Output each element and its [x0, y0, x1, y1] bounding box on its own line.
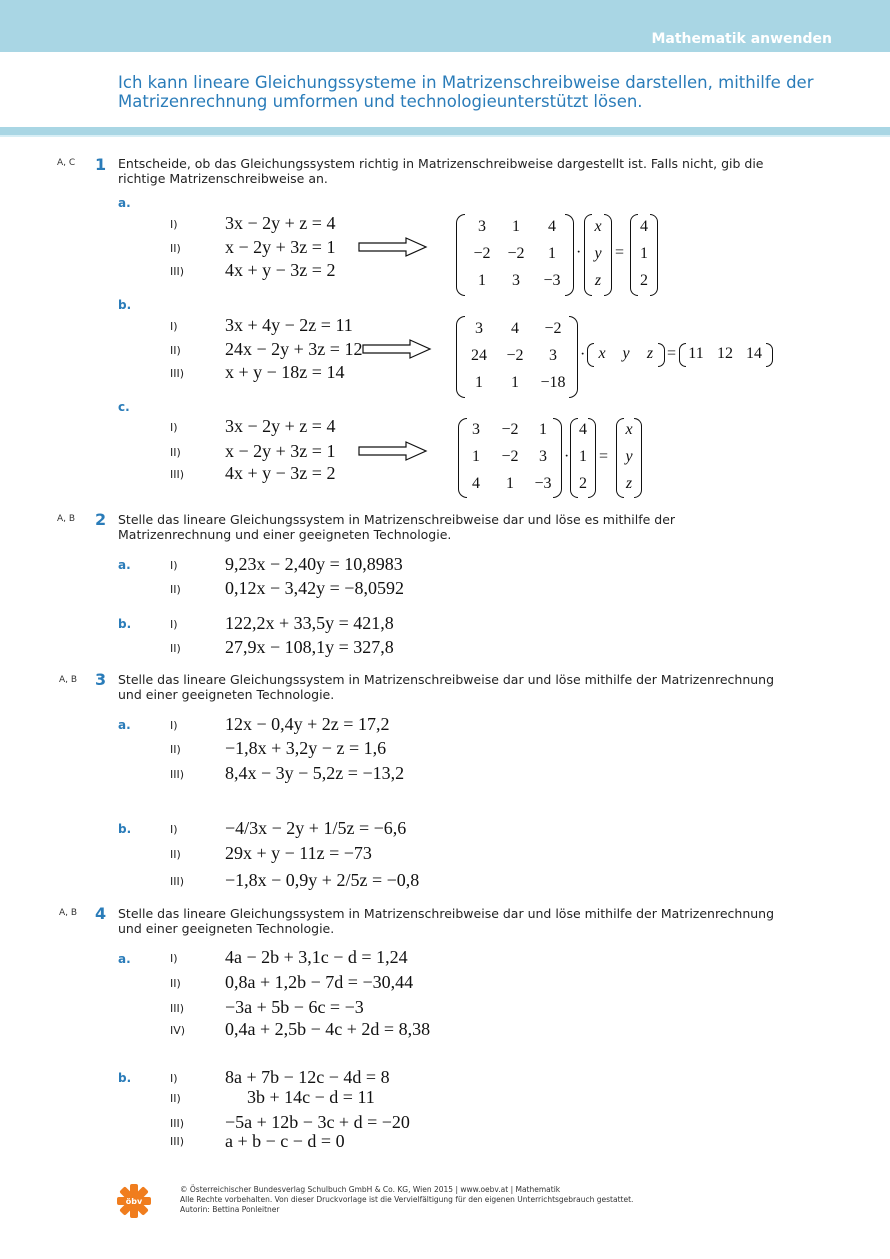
vector-cell: z — [625, 475, 633, 492]
equation: −3a + 5b − 6c = −3 — [225, 997, 364, 1017]
rhs-vector — [630, 214, 658, 296]
coefficient-matrix — [456, 214, 574, 296]
equation: −1,8x + 3,2y − z = 1,6 — [225, 738, 387, 758]
equation: 0,8a + 1,2b − 7d = −30,44 — [225, 972, 414, 992]
learning-goal — [118, 73, 818, 111]
matrix-cell: 24 — [471, 347, 487, 364]
vector-cell: z — [646, 345, 654, 362]
matrix-cell: 3 — [512, 272, 520, 289]
matrix-cell: 3 — [472, 421, 480, 438]
equation: 4x + y − 3z = 2 — [225, 260, 336, 280]
equation: −1,8x − 0,9y + 2/5z = −0,8 — [225, 870, 420, 890]
task-3-tag: A, B — [59, 675, 78, 685]
dot-operator: · — [580, 346, 586, 363]
equation: 0,4a + 2,5b − 4c + 2d = 8,38 — [225, 1019, 431, 1039]
matrix-cell: −2 — [501, 421, 519, 438]
task-4-number: 4 — [95, 904, 107, 923]
equation: x − 2y + 3z = 1 — [225, 237, 336, 257]
equation: 122,2x + 33,5y = 421,8 — [225, 613, 394, 633]
equation: 12x − 0,4y + 2z = 17,2 — [225, 714, 390, 734]
row-label: I) — [170, 320, 178, 333]
row-label: I) — [170, 618, 178, 631]
vector-cell: 14 — [746, 345, 762, 362]
vector-cell: z — [594, 272, 602, 289]
task-1-tag: A, C — [57, 158, 76, 168]
variable-vector — [584, 214, 612, 296]
row-label: II) — [170, 446, 181, 459]
matrix-cell: −3 — [534, 475, 552, 492]
equation: −5a + 12b − 3c + d = −20 — [225, 1112, 410, 1132]
task-1c-label: c. — [118, 400, 130, 414]
footer — [180, 1185, 633, 1215]
vector-cell: y — [622, 345, 630, 362]
vector-cell: x — [625, 421, 633, 438]
equals-sign: = — [667, 345, 677, 362]
arrow-right-icon — [362, 339, 432, 359]
variable-row-vector — [587, 343, 665, 367]
matrix-cell: 4 — [472, 475, 480, 492]
row-label: II) — [170, 848, 181, 861]
equation: 4x + y − 3z = 2 — [225, 463, 336, 483]
row-label: II) — [170, 242, 181, 255]
matrix-cell: −18 — [540, 374, 566, 391]
row-label: III) — [170, 265, 185, 278]
vector-cell: 12 — [717, 345, 733, 362]
vector-cell: 4 — [640, 218, 648, 235]
row-label: III) — [170, 1002, 185, 1015]
row-label: III) — [170, 1117, 185, 1130]
task-4b-label: b. — [118, 1071, 132, 1085]
goal-divider-light — [0, 135, 890, 137]
task-2b-label: b. — [118, 617, 132, 631]
dot-operator: · — [564, 448, 570, 465]
row-label: I) — [170, 823, 178, 836]
equation: 3b + 14c − d = 11 — [247, 1087, 375, 1107]
matrix-cell: 3 — [549, 347, 557, 364]
task-2-text-line-1: Stelle das lineare Gleichungssystem in Matrizenschreibweise dar und löse es mithilfe der — [118, 512, 676, 527]
task-2a-label: a. — [118, 558, 131, 572]
equals-sign: = — [599, 448, 609, 465]
arrow-right-icon — [358, 441, 428, 461]
row-label: II) — [170, 344, 181, 357]
row-label: II) — [170, 642, 181, 655]
equation: 3x − 2y + z = 4 — [225, 416, 336, 436]
bracket-left — [456, 214, 465, 296]
matrix-cell: 1 — [475, 374, 483, 391]
task-1-text-line-2: richtige Matrizenschreibweise an. — [118, 171, 328, 186]
row-label: III) — [170, 768, 185, 781]
task-1b-label: b. — [118, 298, 132, 312]
task-2-text — [118, 512, 675, 542]
task-2-number: 2 — [95, 510, 107, 529]
matrix-cell: 1 — [478, 272, 486, 289]
row-label: I) — [170, 1072, 178, 1085]
goal-line-1: Ich kann lineare Gleichungssysteme in Matrizenschreibweise darstellen, mithilfe der — [118, 73, 814, 92]
logo-text: öbv — [125, 1197, 143, 1206]
row-label: II) — [170, 977, 181, 990]
task-3a-label: a. — [118, 718, 131, 732]
footer-rights: Alle Rechte vorbehalten. Von dieser Druckvorlage ist die Vervielfältigung für den eigenen Unterrichtsgebrauch gestattet. — [180, 1195, 634, 1204]
row-label: II) — [170, 583, 181, 596]
row-label: III) — [170, 367, 185, 380]
section-label: Mathematik anwenden — [651, 31, 832, 47]
matrix-cell: 1 — [472, 448, 480, 465]
task-3b-label: b. — [118, 822, 132, 836]
footer-author: Autorin: Bettina Ponleitner — [180, 1205, 280, 1214]
matrix-cell: −2 — [473, 245, 491, 262]
matrix-cell: 1 — [512, 218, 520, 235]
task-4-text-line-1: Stelle das lineare Gleichungssystem in Matrizenschreibweise dar und löse mithilfe der Matrizenrechnung — [118, 906, 775, 921]
rhs-row-vector — [679, 343, 773, 367]
equation: 29x + y − 11z = −73 — [225, 843, 372, 863]
task-3-number: 3 — [95, 670, 107, 689]
equation: 3x + 4y − 2z = 11 — [225, 315, 353, 335]
task-3-text — [118, 672, 774, 702]
footer-copyright: © Österreichischer Bundesverlag Schulbuch GmbH & Co. KG, Wien 2015 | www.oebv.at | Mathematik — [180, 1185, 561, 1194]
equation: 4a − 2b + 3,1c − d = 1,24 — [225, 947, 408, 967]
equals-sign: = — [615, 244, 625, 261]
matrix-cell: 1 — [511, 374, 519, 391]
vector-cell: 1 — [579, 448, 587, 465]
vector-cell: 4 — [579, 421, 587, 438]
dot-operator: · — [576, 244, 582, 261]
equation: 27,9x − 108,1y = 327,8 — [225, 637, 394, 657]
row-label: II) — [170, 1092, 181, 1105]
task-3-text-line-1: Stelle das lineare Gleichungssystem in Matrizenschreibweise dar und löse mithilfe der Matrizenrechnung — [118, 672, 775, 687]
vector-cell: 11 — [688, 345, 704, 362]
bracket-right — [569, 316, 578, 398]
vector-cell: 2 — [640, 272, 648, 289]
matrix-cell: −2 — [507, 245, 525, 262]
goal-line-2: Matrizenrechnung umformen und technologieunterstützt lösen. — [118, 92, 643, 111]
vector-cell: 1 — [640, 245, 648, 262]
equation: 24x − 2y + 3z = 12 — [225, 339, 363, 359]
variable-vector — [616, 418, 642, 498]
row-label: IV) — [170, 1024, 186, 1037]
task-2-tag: A, B — [57, 514, 76, 524]
row-label: III) — [170, 875, 185, 888]
vector-cell: 2 — [579, 475, 587, 492]
equation: 8a + 7b − 12c − 4d = 8 — [225, 1067, 390, 1087]
arrow-right-icon — [358, 237, 428, 257]
row-label: I) — [170, 559, 178, 572]
task-1-text — [118, 156, 763, 186]
task-4-text-line-2: und einer geeigneten Technologie. — [118, 921, 335, 936]
row-label: III) — [170, 468, 185, 481]
matrix-cell: 4 — [548, 218, 556, 235]
vector-cell: x — [594, 218, 602, 235]
matrix-cell: −2 — [544, 320, 562, 337]
row-label: I) — [170, 218, 178, 231]
equation: −4/3x − 2y + 1/5z = −6,6 — [225, 818, 407, 838]
task-4a-label: a. — [118, 952, 131, 966]
coefficient-matrix — [456, 316, 578, 398]
row-label: I) — [170, 421, 178, 434]
equation: a + b − c − d = 0 — [225, 1131, 345, 1151]
matrix-cell: 1 — [506, 475, 514, 492]
row-label: I) — [170, 952, 178, 965]
matrix-cell: −2 — [501, 448, 519, 465]
task-4-tag: A, B — [59, 908, 78, 918]
row-label: III) — [170, 1135, 185, 1148]
vector-cell: y — [594, 245, 602, 262]
vector-cell: y — [625, 448, 633, 465]
matrix-cell: −2 — [506, 347, 524, 364]
task-4-text — [118, 906, 774, 936]
equation: 9,23x − 2,40y = 10,8983 — [225, 554, 403, 574]
matrix-cell: 1 — [539, 421, 547, 438]
row-label: I) — [170, 719, 178, 732]
equation: x − 2y + 3z = 1 — [225, 441, 336, 461]
matrix-cell: 1 — [548, 245, 556, 262]
task-1-text-line-1: Entscheide, ob das Gleichungssystem richtig in Matrizenschreibweise dargestellt ist. Falls nicht, gib die — [118, 156, 764, 171]
equation: x + y − 18z = 14 — [225, 362, 345, 382]
goal-divider — [0, 127, 890, 135]
matrix-cell: −3 — [543, 272, 561, 289]
equation: 8,4x − 3y − 5,2z = −13,2 — [225, 763, 405, 783]
matrix-cell: 3 — [478, 218, 486, 235]
task-1a-label: a. — [118, 196, 131, 210]
vector-cell: x — [598, 345, 606, 362]
vector — [570, 418, 596, 498]
bracket-right — [766, 343, 773, 367]
oebv-logo — [116, 1183, 152, 1219]
matrix-cell: 4 — [511, 320, 519, 337]
task-2-text-line-2: Matrizenrechnung und einer geeigneten Technologie. — [118, 527, 452, 542]
equation: 0,12x − 3,42y = −8,0592 — [225, 578, 404, 598]
task-1-number: 1 — [95, 155, 107, 174]
equation: 3x − 2y + z = 4 — [225, 213, 336, 233]
matrix-cell: 3 — [539, 448, 547, 465]
row-label: II) — [170, 743, 181, 756]
task-3-text-line-2: und einer geeigneten Technologie. — [118, 687, 335, 702]
matrix-cell: 3 — [475, 320, 483, 337]
coefficient-matrix — [458, 418, 562, 498]
